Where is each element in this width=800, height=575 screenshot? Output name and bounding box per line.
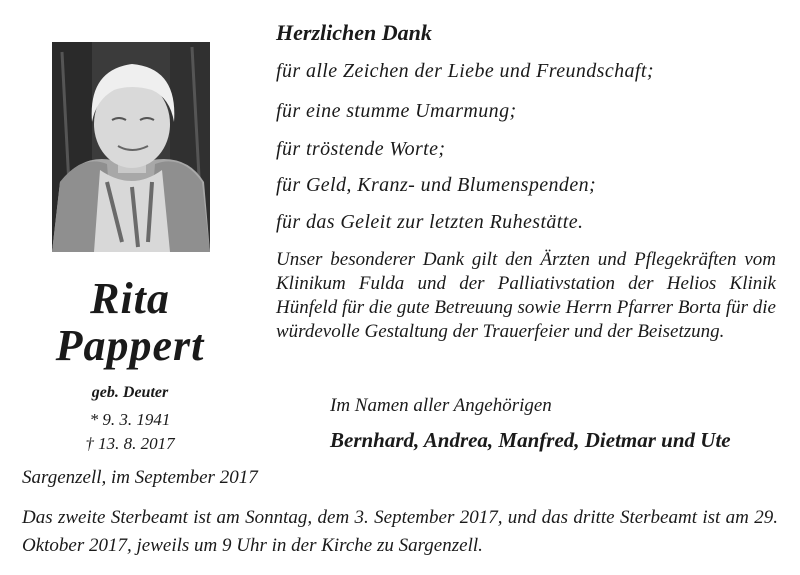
signature-intro: Im Namen aller Angehörigen [330,395,552,416]
birth-date: * 9. 3. 1941 [89,410,171,429]
deceased-first-name: Rita [90,274,170,323]
thanks-line: für Geld, Kranz- und Blumenspenden; [276,174,597,196]
death-date: † 13. 8. 2017 [85,434,175,453]
thanks-paragraph: Unser besonderer Dank gilt den Ärzten und Pflegekräften vom Klinikum Fulda und der Palliativstation der Helios Klinik Hünfeld für die gute Betreuung sowie Herrn Pfarrer Borta für die würdevolle Gestaltung der Trauerfeier und der Beisetzung. [276,249,776,342]
deceased-last-name: Pappert [55,321,205,370]
thanks-heading: Herzlichen Dank [276,20,432,45]
footer-note: Das zweite Sterbeamt ist am Sonntag, dem 3. September 2017, und das dritte Sterbeamt ist am 29. Oktober 2017, jeweils um 9 Uhr in der Kirche zu Sargenzell. [22,507,778,556]
thanks-line: für alle Zeichen der Liebe und Freundschaft; [276,60,654,82]
thanks-line: für tröstende Worte; [276,138,446,160]
place-date: Sargenzell, im September 2017 [22,467,258,488]
thanks-line: für das Geleit zur letzten Ruhestätte. [276,211,584,233]
portrait-photo [52,42,210,252]
thanks-line: für eine stumme Umarmung; [276,100,517,122]
born-name: geb. Deuter [91,384,169,401]
signature-names: Bernhard, Andrea, Manfred, Dietmar und Ute [330,428,731,452]
